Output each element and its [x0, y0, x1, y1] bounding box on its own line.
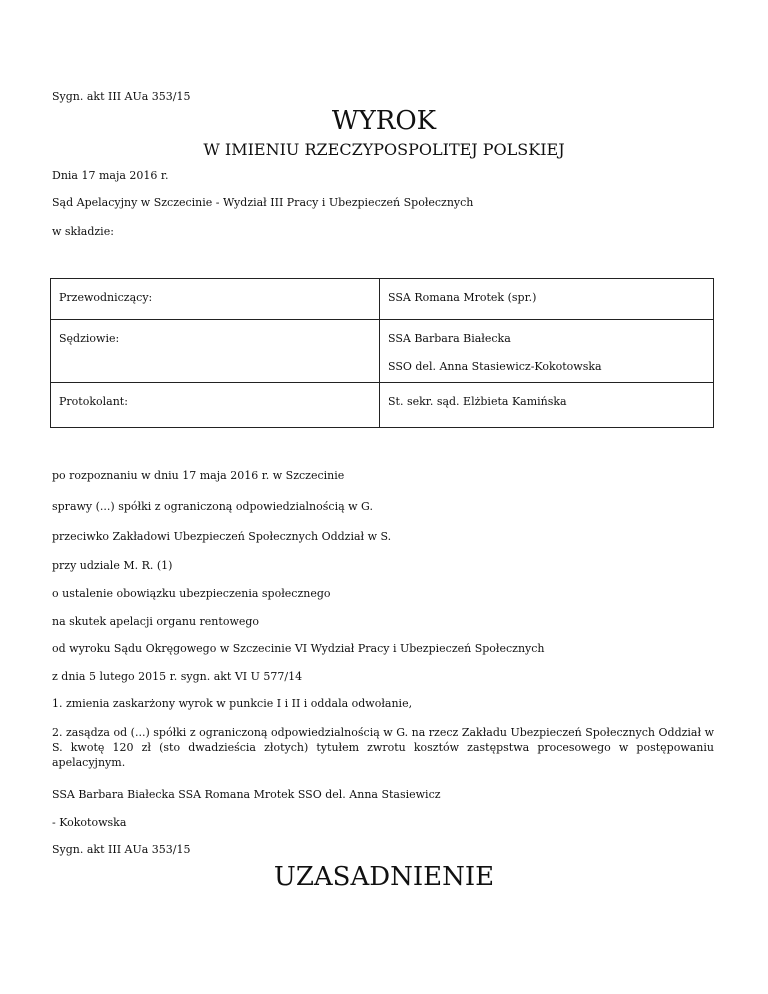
case-signature-top: Sygn. akt III AUa 353/15 — [52, 90, 191, 103]
body-line: przy udziale M. R. (1) — [52, 559, 173, 572]
clerk-value: St. sekr. sąd. Elżbieta Kamińska — [388, 395, 567, 408]
justification-title: UZASADNIENIE — [273, 862, 495, 892]
body-line: z dnia 5 lutego 2015 r. sygn. akt VI U 577/14 — [52, 670, 303, 683]
signatures-line: SSA Barbara Białecka SSA Romana Mrotek SSO del. Anna Stasiewicz — [52, 788, 441, 801]
judges-label-cell — [51, 320, 380, 383]
signatures-continuation: - Kokotowska — [52, 816, 127, 829]
document-title: WYROK — [331, 106, 437, 136]
court-line: Sąd Apelacyjny w Szczecinie - Wydział III Pracy i Ubezpieczeń Społecznych — [52, 196, 474, 209]
table-row — [51, 383, 714, 428]
body-line: sprawy (...) spółki z ograniczoną odpowiedzialnością w G. — [52, 500, 373, 513]
clerk-label: Protokolant: — [59, 395, 128, 408]
body-line: na skutek apelacji organu rentowego — [52, 615, 260, 628]
court-composition-table — [50, 278, 714, 428]
composition-label: w składzie: — [52, 225, 114, 238]
document-subtitle: W IMIENIU RZECZYPOSPOLITEJ POLSKIEJ — [203, 140, 565, 159]
body-line: 1. zmienia zaskarżony wyrok w punkcie I i II i oddala odwołanie, — [52, 697, 413, 710]
chair-label-cell — [51, 279, 380, 320]
date-line: Dnia 17 maja 2016 r. — [52, 169, 169, 182]
judge-1: SSA Barbara Białecka — [388, 332, 511, 345]
judges-label: Sędziowie: — [59, 332, 120, 345]
point-2-paragraph: 2. zasądza od (...) spółki z ograniczoną odpowiedzialnością w G. na rzecz Zakładu Ubezpieczeń Społecznych Oddział w S. kwotę 120 zł (sto dwadzieścia złotych) tytułem zwrotu kosztów zastępstwa procesowego w postępowaniu apelacyjnym. — [52, 726, 714, 769]
body-line: po rozpoznaniu w dniu 17 maja 2016 r. w Szczecinie — [52, 469, 345, 482]
body-line: przeciwko Zakładowi Ubezpieczeń Społecznych Oddział w S. — [52, 530, 392, 543]
case-signature-bottom: Sygn. akt III AUa 353/15 — [52, 843, 191, 856]
clerk-value-cell — [380, 383, 714, 428]
judges-value-cell — [380, 320, 714, 383]
body-line: od wyroku Sądu Okręgowego w Szczecinie VI Wydział Pracy i Ubezpieczeń Społecznych — [52, 642, 545, 655]
chair-label: Przewodniczący: — [59, 291, 153, 304]
table-row — [51, 320, 714, 383]
table-row — [51, 279, 714, 320]
clerk-label-cell — [51, 383, 380, 428]
body-line: o ustalenie obowiązku ubezpieczenia społecznego — [52, 587, 331, 600]
chair-value-cell — [380, 279, 714, 320]
chair-value: SSA Romana Mrotek (spr.) — [388, 291, 537, 304]
judge-2: SSO del. Anna Stasiewicz-Kokotowska — [388, 360, 602, 373]
